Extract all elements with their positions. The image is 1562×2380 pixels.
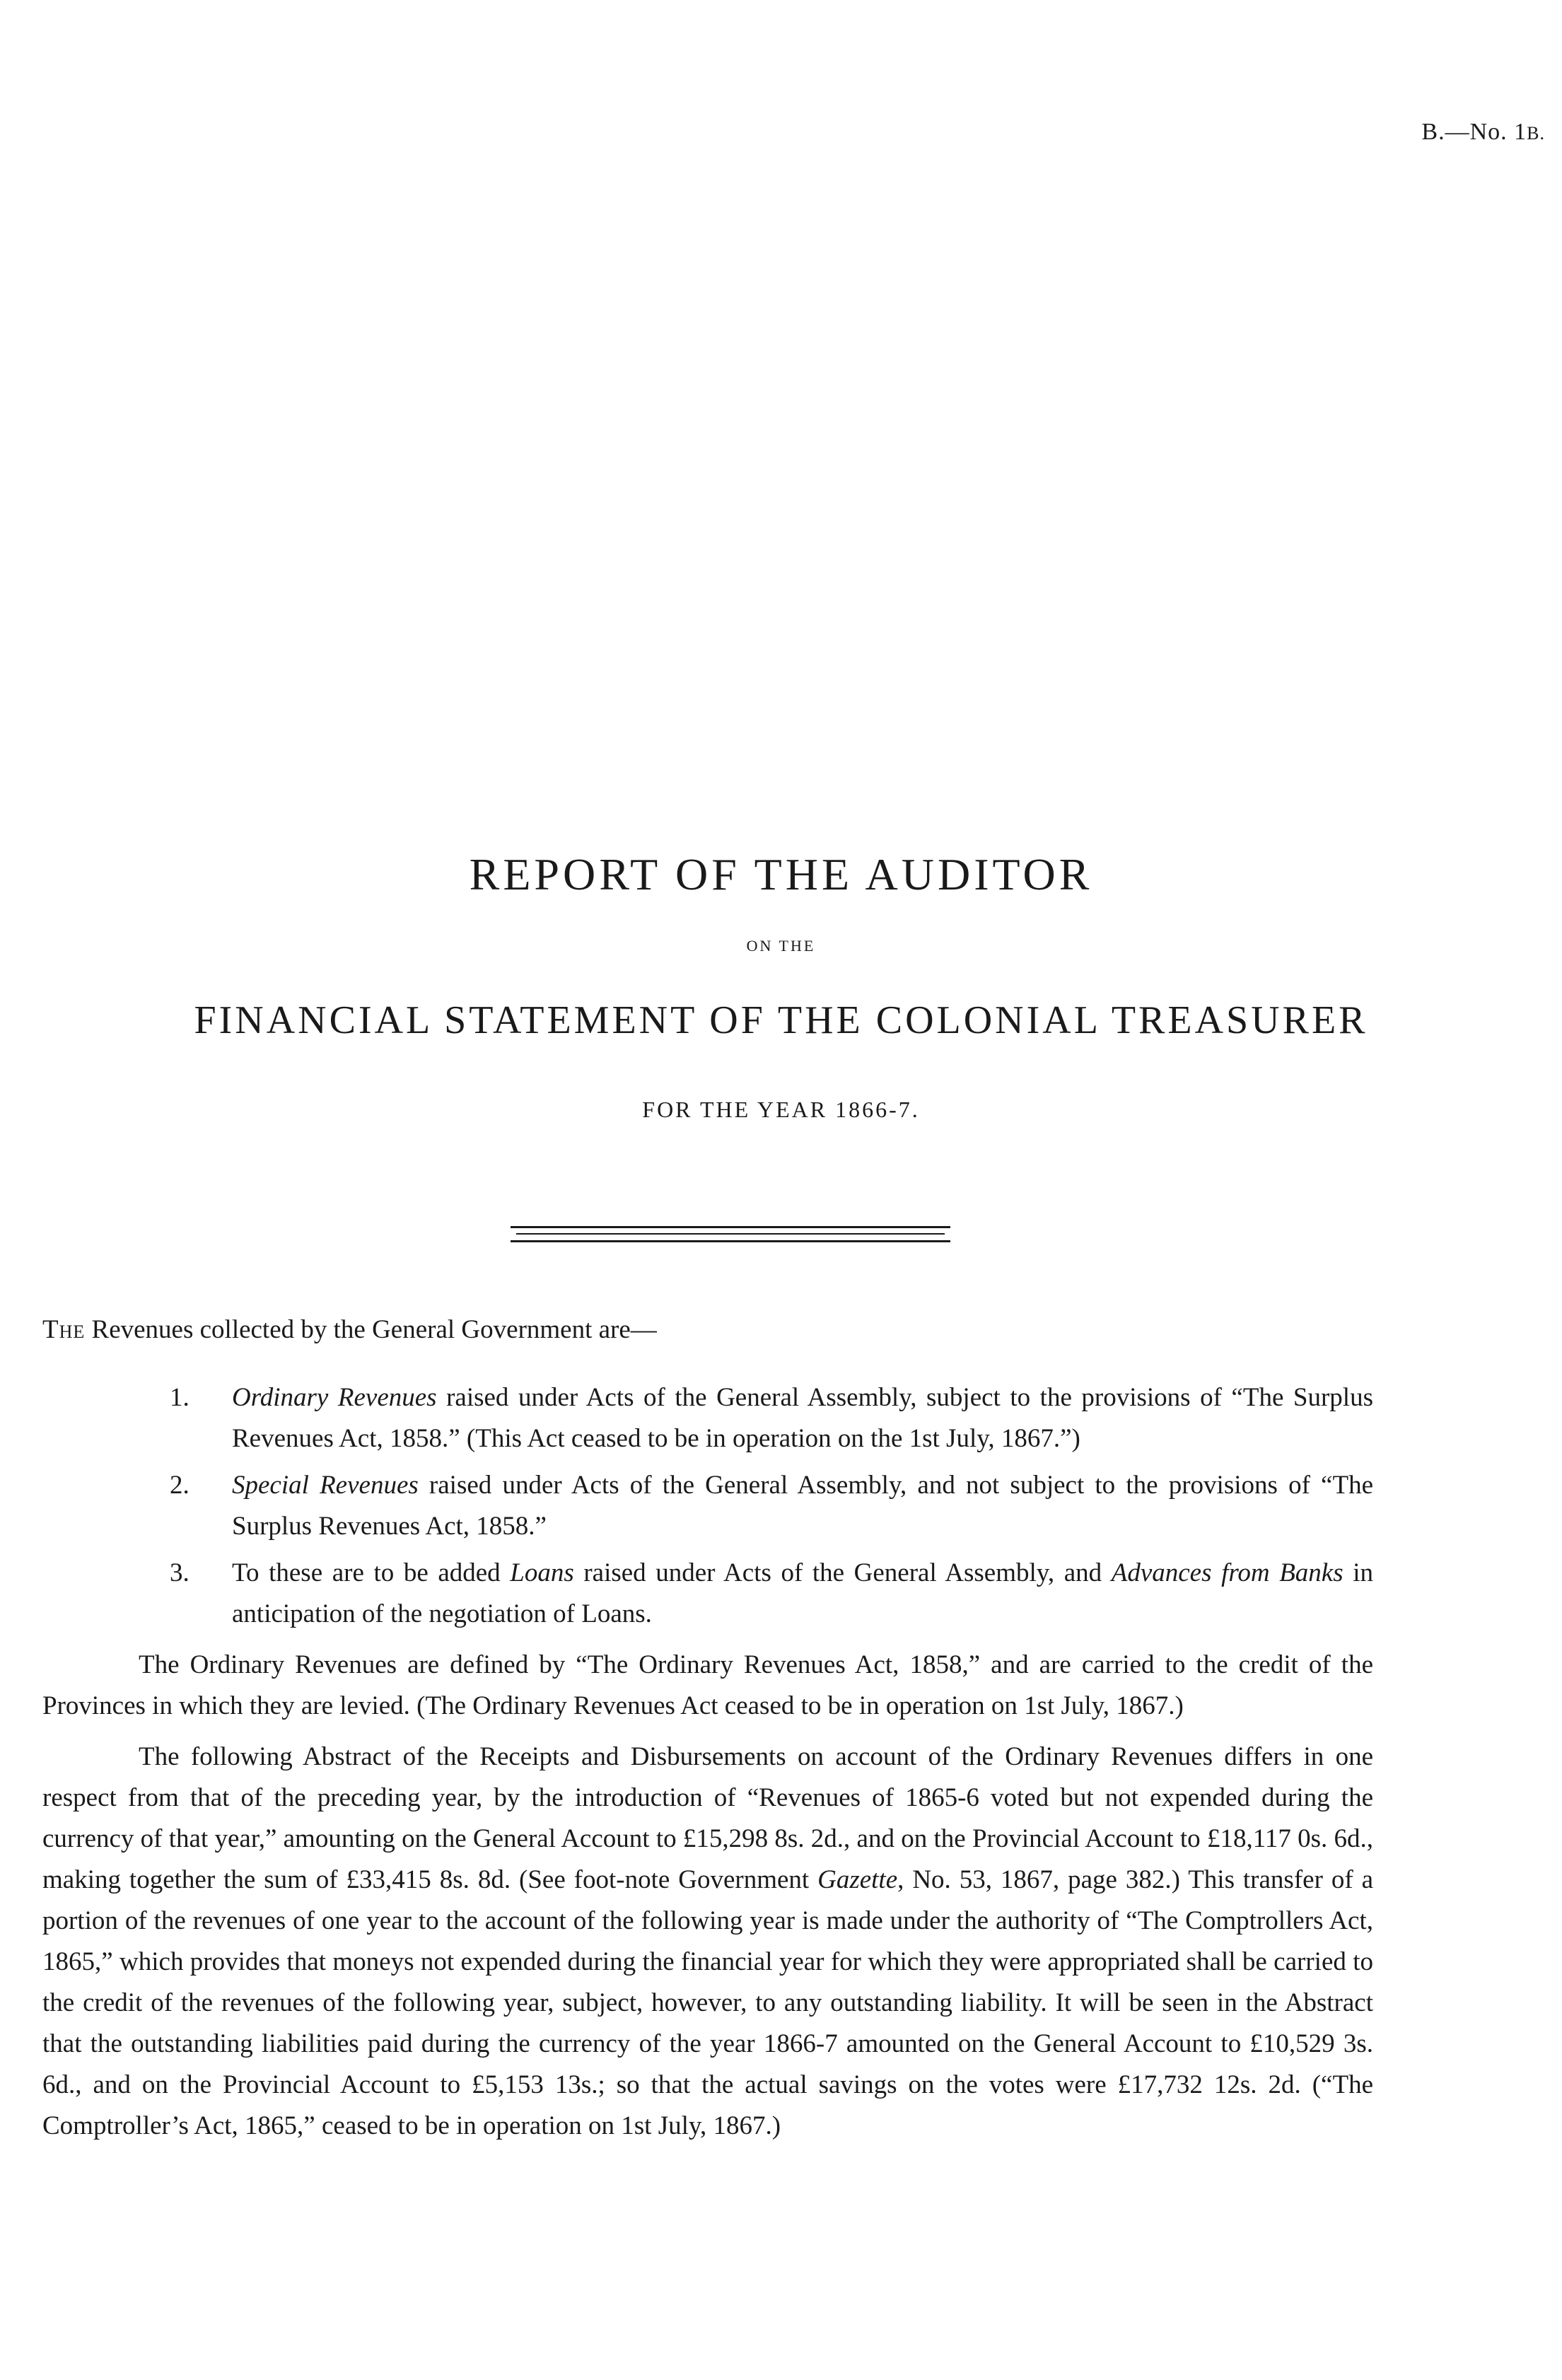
intro-text: Revenues collected by the General Government are— xyxy=(85,1315,657,1344)
paragraph-abstract-italic: Gazette xyxy=(817,1865,898,1894)
report-year: FOR THE YEAR 1866-7. xyxy=(642,1097,920,1122)
list-item xyxy=(170,1465,1373,1547)
paragraph-abstract-part-2: , No. 53, 1867, page 382.) This transfer of a portion of the revenues of one year to the account of the following year is made under the authority of “The Comptrollers Act, 1865,” which provides that moneys not expended during the financial year for which they were appropriated shall be carried to the credit of the revenues of the following year, subject, however, to any outstanding liability. It will be seen in the Abstract that the outstanding liabilities paid during the currency of the year 1866-7 amounted on the General Account to £10,529 3s. 6d., and on the Provincial Account to £5,153 13s.; so that the actual savings on the votes were £17,732 12s. 2d. (“The Comptroller’s Act, 1865,” ceased to be in operation on 1st July, 1867.) xyxy=(42,1865,1373,2140)
list-item-text: raised under Acts of the General Assembly, subject to the provisions of “The Surplus Revenues Act, 1858.” (This Act ceased to be in operation on the 1st July, 1867.”) xyxy=(232,1383,1373,1453)
list-item-italic: Special Revenues xyxy=(232,1471,419,1500)
title-block xyxy=(0,849,1562,1122)
list-item-text: To these are to be added xyxy=(232,1558,511,1587)
title-connector: ON THE xyxy=(746,937,816,955)
paragraph-ordinary-revenues: The Ordinary Revenues are defined by “The Ordinary Revenues Act, 1858,” and are carried to the credit of the Provinces in which they are levied. (The Ordinary Revenues Act ceased to be in operation on 1st July, 1867.) xyxy=(42,1650,1373,1720)
list-item-text: raised under Acts of the General Assembly, and xyxy=(573,1558,1112,1587)
reference-main: B.—No. 1 xyxy=(1421,119,1527,145)
title-divider-middle xyxy=(516,1233,945,1235)
list-item xyxy=(170,1377,1373,1459)
intro-sentence xyxy=(42,1309,1373,1351)
report-title: REPORT OF THE AUDITOR xyxy=(469,849,1093,899)
paragraph-abstract-part-1: The following Abstract of the Receipts and Disbursements on account of the Ordinary Revenues differs in one respect from that of the preceding year, by the introduction of “Revenues of 1865-6 voted but not expended during the currency of that year,” amounting on the General Account to £15,298 8s. 2d., and on the Provincial Account to £18,117 0s. 6d., making together the sum of £33,415 8s. 8d. (See foot-note Government xyxy=(42,1742,1373,1894)
document-reference xyxy=(1421,119,1545,146)
list-item xyxy=(170,1553,1373,1635)
revenue-list xyxy=(42,1377,1373,1635)
title-divider-top xyxy=(511,1226,950,1228)
reference-suffix: B. xyxy=(1527,123,1545,144)
report-subtitle: FINANCIAL STATEMENT OF THE COLONIAL TREASURER xyxy=(194,998,1368,1042)
list-item-number: 3. xyxy=(170,1558,190,1587)
title-divider-bottom xyxy=(511,1240,950,1242)
list-item-italic: Loans xyxy=(510,1558,574,1587)
list-item-text: raised under Acts of the General Assembly, and not subject to the provisions of “The Surplus Revenues Act, 1858.” xyxy=(232,1471,1374,1541)
list-item-number: 2. xyxy=(170,1471,190,1500)
paragraph-abstract xyxy=(42,1737,1373,2147)
list-item-number: 1. xyxy=(170,1383,190,1412)
list-item-italic: Ordinary Revenues xyxy=(232,1383,437,1412)
list-item-italic: Advances from Banks xyxy=(1111,1558,1344,1587)
intro-smallcaps: The xyxy=(42,1315,86,1344)
list-item-text: in anticipation of the negotiation of Loans. xyxy=(232,1558,1373,1628)
report-body xyxy=(42,1309,1373,2147)
